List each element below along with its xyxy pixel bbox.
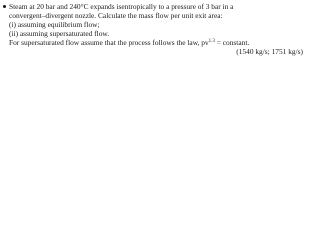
law-exponent: 1.3 xyxy=(208,39,215,44)
supersaturated-law-line xyxy=(9,38,249,47)
answer-text: (1540 kg/s; 1751 kg/s) xyxy=(236,47,303,56)
law-text: For supersaturated flow assume that the process follows the law, pv xyxy=(9,38,209,47)
law-suffix: = constant. xyxy=(214,38,250,47)
bullet-marker xyxy=(3,5,6,8)
problem-block xyxy=(3,2,309,63)
option-i-text: (i) assuming equilibrium flow; xyxy=(9,20,100,29)
problem-line-1: Steam at 20 bar and 240°C expands isentropically to a pressure of 3 bar in a xyxy=(9,2,234,11)
option-ii-text: (ii) assuming supersaturated flow. xyxy=(9,29,110,38)
problem-line-2: convergent–divergent nozzle. Calculate the mass flow per unit exit area: xyxy=(9,11,223,20)
